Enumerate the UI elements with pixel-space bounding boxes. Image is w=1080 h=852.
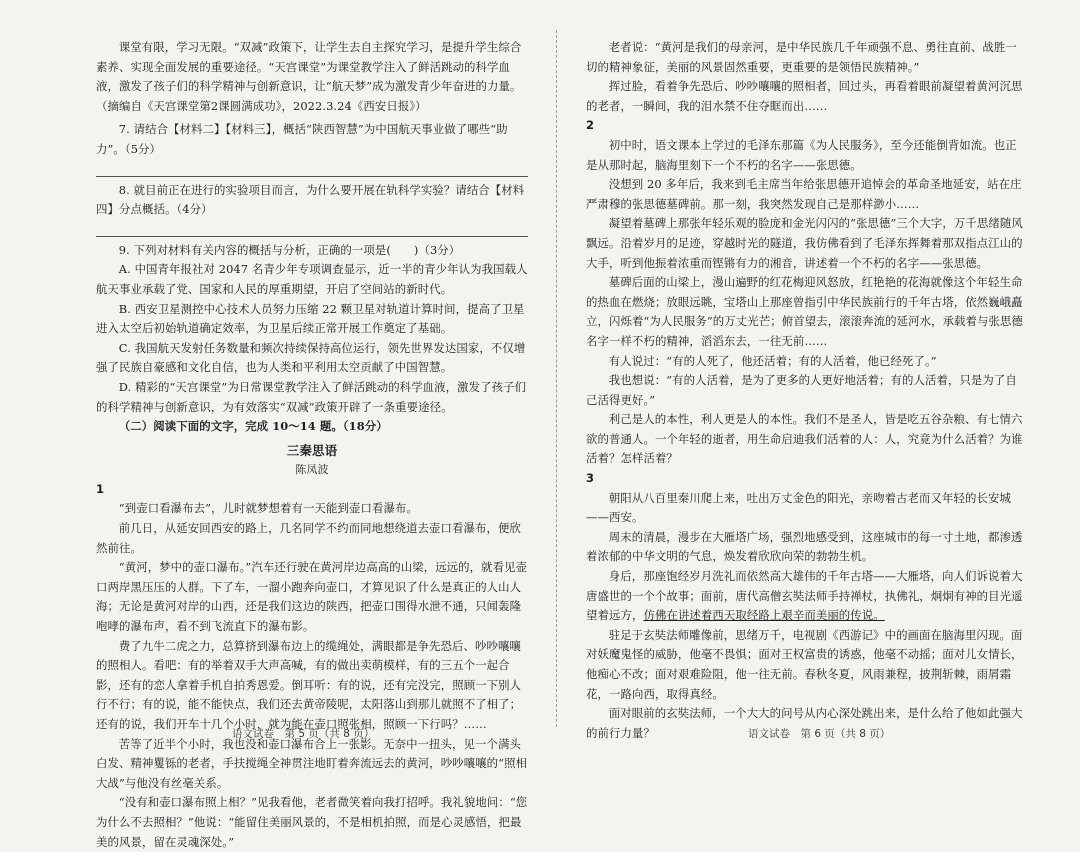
page-footer-right: 语文试卷 第 6 页（共 8 页）	[748, 728, 891, 740]
article-paragraph: 我也想说：“有的人活着，是为了更多的人更好地活着；有的人活着，只是为了自己活得更好。”	[586, 373, 1017, 407]
paragraph-text: 身后，那座饱经岁月洗礼而依然高大雄伟的千年古塔——大雁塔，向人们诉说着大唐盛世的一个个故事；面前，唐代高僧玄奘法师手持禅杖，执佛礼，炯炯有神的目光遥望着远方，	[586, 569, 1023, 623]
article-paragraph: 老者说：“黄河是我们的母亲河，是中华民族几千年顽强不息、勇往直前、战胜一切的精神象征，美丽的风景固然重要，更重要的是领悟民族精神。”	[586, 40, 1017, 74]
question-9: 9. 下列对材料有关内容的概括与分析，正确的一项是( )（3分）	[118, 242, 461, 257]
article-author: 陈凤波	[295, 463, 329, 477]
option-d: D. 精彩的“天宫课堂”为日常课堂教学注入了鲜活跳动的科学血液，激发了孩子们的科学精神与创新意识，为有效落实“双减”政策开辟了一条重要途径。	[96, 379, 527, 414]
article-paragraph: “黄河，梦中的壶口瀑布。”汽车还行驶在黄河岸边高高的山梁，远远的，就看见壶口两岸黑压压的人群。下了车，一溜小跑奔向壶口，才算见识了什么是真正的人山人海；无论是黄河对岸的山西，还是我们这边的陕西，把壶口围得水泄不通，只闻轰隆咆哮的瀑布声，看不到飞流直下的瀑布影。	[96, 560, 528, 634]
article-paragraph: 前几日，从延安回西安的路上，几名同学不约而同地想绕道去壶口看瀑布，便欣然前往。	[96, 521, 521, 555]
section-number: 3	[586, 471, 595, 486]
question-7: 7. 请结合【材料二】【材料三】，概括“陕西智慧”为中国航天事业做了哪些“助力”。（5分）	[96, 122, 508, 156]
question-8: 8. 就目前正在进行的实验项目而言，为什么要开展在轨科学实验？请结合【材料四】分点概括。（4分）	[96, 182, 525, 217]
option-a: A. 中国青年报社对 2047 名青少年专项调查显示，近一半的青少年认为我国载人航天事业承载了党、国家和人民的厚重期望，开启了空间站的新时代。	[96, 262, 528, 296]
underlined-sentence: 仿佛在讲述着西天取经路上艰辛而美丽的传说。	[643, 608, 885, 623]
article-paragraph: 苦等了近半个小时，我也没和壶口瀑布合上一张影。无奈中一扭头，见一个满头白发、精神矍铄的老者，手扶搅绳全神贯注地盯着奔流远去的黄河，吵吵嚷嚷的“照相大战”与他没有丝毫关系。	[96, 736, 528, 790]
article-paragraph: 初中时，语文课本上学过的毛泽东那篇《为人民服务》，至今还能倒背如流。也正是从那时起，脑海里刻下一个不朽的名字——张思德。	[586, 137, 1017, 172]
option-b: B. 西安卫星测控中心技术人员努力压缩 22 颗卫星对轨道计算时间，提高了卫星进入太空后初始轨道确定效率，为卫星后续正常开展工作奠定了基础。	[96, 301, 525, 336]
article-paragraph: 费了九牛二虎之力，总算挤到瀑布边上的缆绳处，满眼都是争先恐后、吵吵嚷嚷的照相人。看吧：有的举着双手大声高喊，有的做出卖萌模样，有的三五个一起合影，还有的恋人拿着手机自拍秀恩爱。倒耳听：有的说，还有完没完，照顾一下别人行不行；有的说，能不能快点，我们还去黄帝陵呢，太阳落山到那儿就照不了相了；还有的说，我们开车十几个小时，就为能在壶口照张相，照顾一下行吗？……	[96, 638, 522, 731]
section-number: 2	[586, 118, 595, 133]
article-paragraph: “到壶口看瀑布去”，儿时就梦想着有一天能到壶口看瀑布。	[118, 501, 418, 516]
article-paragraph: 周末的清晨，漫步在大雁塔广场，强烈地感受到，这座城市的每一寸土地，都渗透着浓郁的中华文明的气息，焕发着欣欣向荣的勃勃生机。	[586, 529, 1023, 564]
option-c: C. 我国航天发射任务数量和频次持续保持高位运行，领先世界发达国家，不仅增强了民族自豪感和文化自信，也为人类和平利用太空贡献了中国智慧。	[96, 340, 526, 375]
article-paragraph: 墓碑后面的山梁上，漫山遍野的红花梅迎风怒放，红艳艳的花海就像这个年轻生命的热血在燃烧；放眼远眺，宝塔山上那座曾指引中华民族前行的千年古塔，依然巍峨矗立，闪烁着“为人民服务”的万丈光芒；俯首望去，滚滚奔流的延河水，承载着与张思德名字一样不朽的精神，滔滔东去，一往无前……	[586, 275, 1024, 348]
article-paragraph: 朝阳从八百里秦川爬上来，吐出万丈金色的阳光，亲吻着古老而又年轻的长安城——西安。	[586, 490, 1011, 525]
section-heading: （二）阅读下面的文字，完成 10～14 题。（18分）	[118, 419, 388, 434]
article-paragraph: 有人说过：“有的人死了，他还活着；有的人活着，他已经死了。”	[608, 353, 937, 368]
page-divider	[556, 30, 557, 727]
article-paragraph: 挥过脸，看着争先恐后、吵吵嚷嚷的照相者，回过头，再看着眼前凝望着黄河沉思的老者，一瞬间，我的泪水禁不住夺眶而出……	[586, 79, 1023, 113]
article-paragraph: 利己是人的本性，利人更是人的本性。我们不是圣人，皆是吃五谷杂粮、有七情六欲的普通人。一个年轻的逝者，用生命启迪我们活着的人：人，究竟为什么活着？为谁活着？怎样活着？	[586, 412, 1023, 466]
section-number: 1	[96, 481, 105, 496]
article-title: 三秦思语	[286, 442, 338, 458]
article-paragraph	[586, 567, 1026, 626]
article-paragraph: 驻足于玄奘法师雕像前，思绪万千，电视剧《西游记》中的画面在脑海里闪现。面对妖魔鬼怪的威胁，他毫不畏惧；面对王权富贵的诱惑，他毫不动摇；面对儿女情长，他痴心不改；面对艰难险阻，他一往无前。春秋冬夏，风雨兼程，披荆斩棘，雨屑霜花，一路向西，取得真经。	[586, 627, 1023, 701]
article-paragraph: 面对眼前的玄奘法师，一个大大的问号从内心深处跳出来，是什么给了他如此强大的前行力量？	[586, 706, 1023, 740]
answer-line	[96, 160, 528, 177]
page-footer-left: 语文试卷 第 5 页（共 8 页）	[232, 728, 375, 740]
passage-paragraph: 课堂有限，学习无限。“双减”政策下，让学生去自主探究学习，是提升学生综合素养、实现全面发展的重要途径。“天宫课堂”为课堂教学注入了鲜活跳动的科学血液，激发了孩子们的科学精神与创新意识，让“航天梦”成为激发青少年奋进的力量。 （摘编自《天宫课堂第2课圆满成功》，2022.3.24《西安日报》）	[96, 40, 539, 113]
answer-line	[96, 220, 528, 237]
article-paragraph: “没有和壶口瀑布照上相？”见我看他，老者微笑着向我打招呼。我礼貌地问：“您为什么不去照相？”他说：“能留住美丽风景的，不是相机拍照，而是心灵感悟，把最美的风景，留在灵魂深处。”	[96, 795, 528, 849]
article-paragraph: 没想到 20 多年后，我来到毛主席当年给张思德开追悼会的革命圣地延安，站在庄严肃穆的张思德墓碑前。那一刻，我突然发现自己是那样渺小……	[586, 177, 1022, 211]
article-paragraph: 凝望着墓碑上那张年轻乐观的脸庞和金光闪闪的“张思德”三个大字，万千思绪随风飘远。沿着岁月的足迹，穿越时光的隧道，我仿佛看到了毛泽东挥舞着那双指点江山的大手，听到他振着浓重而铿锵有力的湘音，讲述着一个不朽的名字——张思德。	[586, 216, 1023, 270]
